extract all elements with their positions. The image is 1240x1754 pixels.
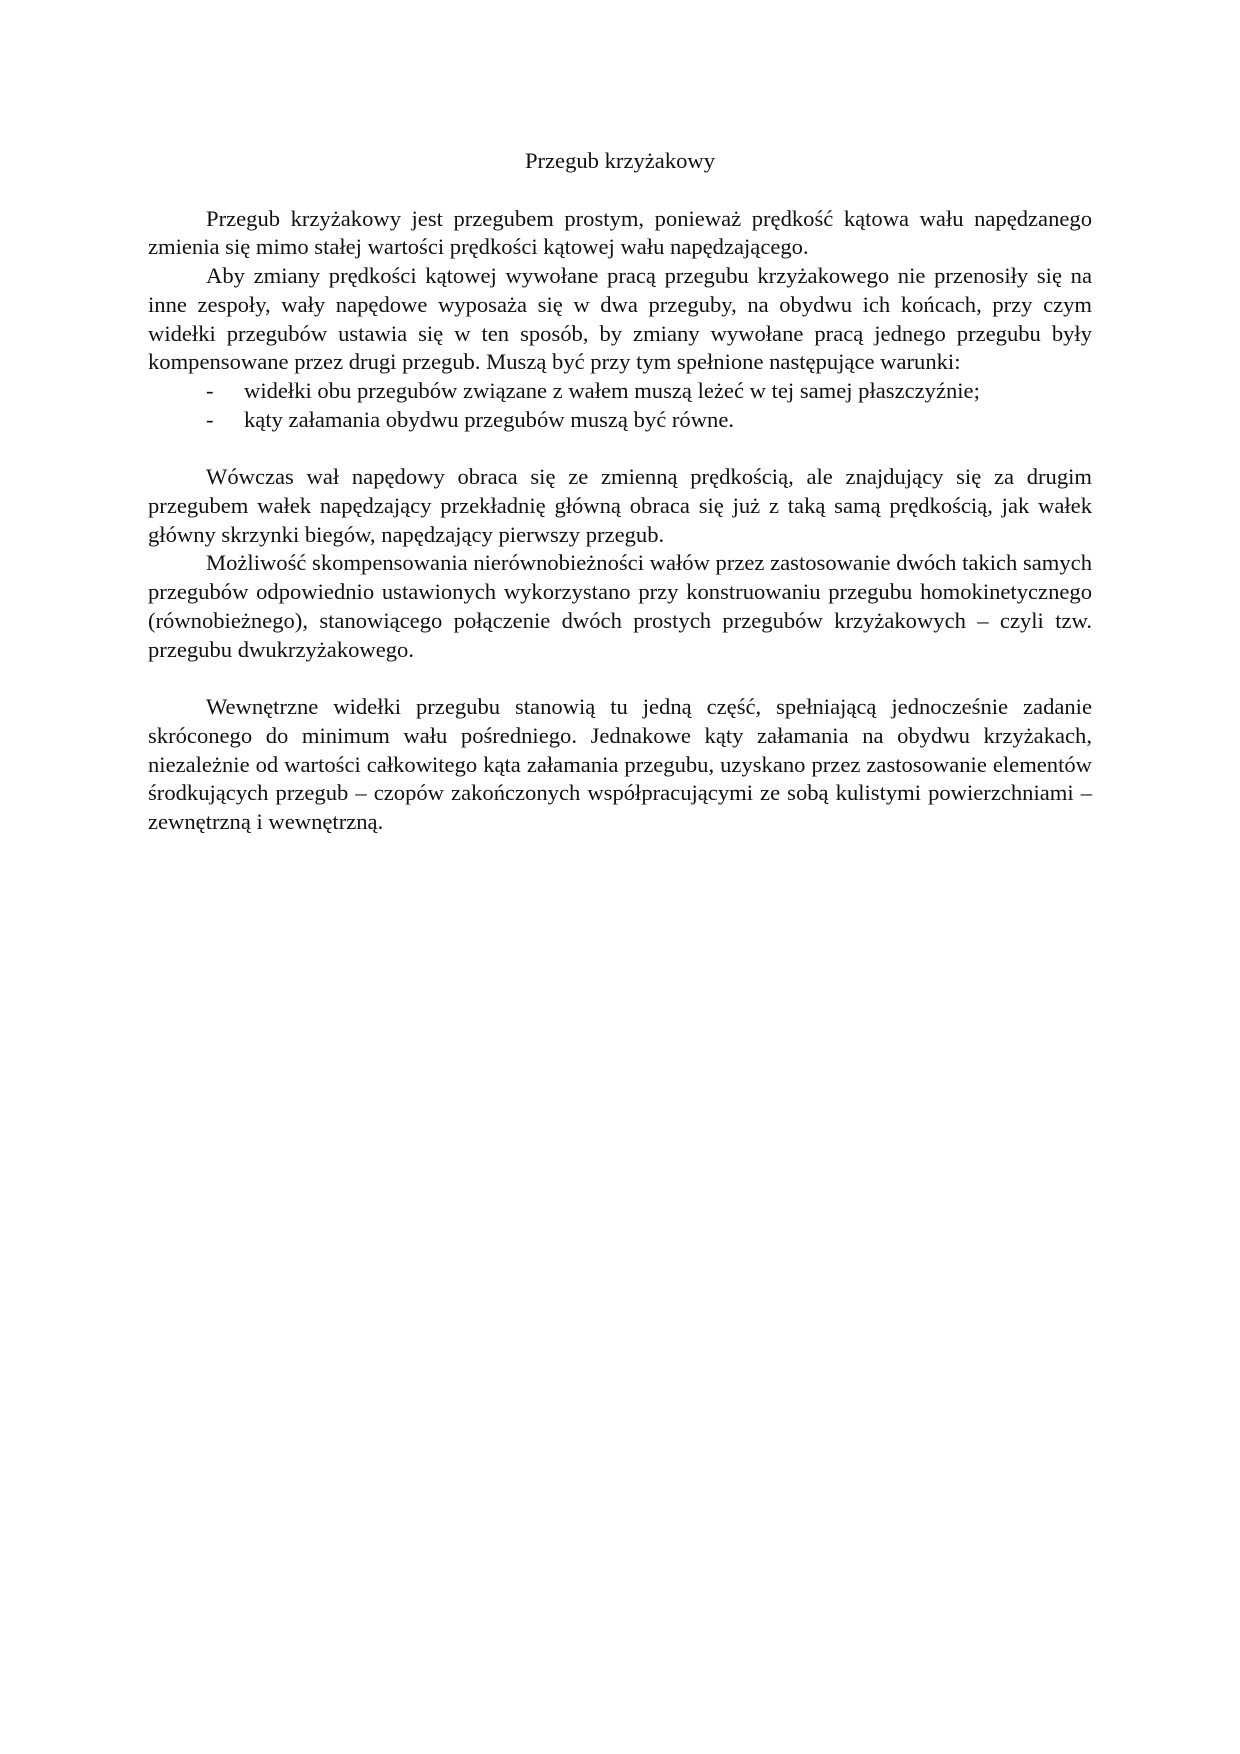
list-bullet: - <box>206 406 214 432</box>
paragraph-result: Wówczas wał napędowy obraca się ze zmienną prędkością, ale znajdujący się za drugim przegubem wałek napędzający przekładnię główną obraca się już z taką samą prędkością, jak wałek główny skrzynki biegów, napędzający pierwszy przegub. <box>148 464 1092 547</box>
list-item-text: widełki obu przegubów związane z wałem muszą leżeć w tej samej płaszczyźnie; <box>244 377 980 403</box>
paragraph-two-joints: Aby zmiany prędkości kątowej wywołane pracą przegubu krzyżakowego nie przenosiły się na inne zespoły, wały napędowe wyposaża się w dwa przeguby, na obydwu ich końcach, przy czym widełki przegubów ustawia się w ten sposób, by zmiany wywołane pracą jednego przegubu były kompensowane przez drugi przegub. Muszą być przy tym spełnione następujące warunki: <box>148 263 1092 375</box>
document-body <box>148 147 1092 837</box>
paragraph-intro: Przegub krzyżakowy jest przegubem prostym, ponieważ prędkość kątowa wału napędzanego zmienia się mimo stałej wartości prędkości kątowej wału napędzającego. <box>148 205 1092 260</box>
paragraph-homokinetic: Możliwość skompensowania nierównobieżności wałów przez zastosowanie dwóch takich samych przegubów odpowiednio ustawionych wykorzystano przy konstruowaniu przegubu homokinetycznego (równobieżnego), stanowiącego połączenie dwóch prostych przegubów krzyżakowych – czyli tzw. przegubu dwukrzyżakowego. <box>148 550 1092 662</box>
paragraph-spacer <box>148 664 1092 693</box>
list-item <box>148 377 1092 406</box>
list-item <box>148 406 1092 435</box>
paragraph-inner-fork: Wewnętrzne widełki przegubu stanowią tu jedną część, spełniającą jednocześnie zadanie skróconego do minimum wału pośredniego. Jednakowe kąty załamania na obydwu krzyżakach, niezależnie od wartości całkowitego kąta załamania przegubu, uzyskano przez zastosowanie elementów środkujących przegub – czopów zakończonych współpracującymi ze sobą kulistymi powierzchniami – zewnętrzną i wewnętrzną. <box>148 694 1092 835</box>
list-item-text: kąty załamania obydwu przegubów muszą być równe. <box>244 406 734 432</box>
paragraph-spacer <box>148 434 1092 463</box>
list-bullet: - <box>206 377 214 403</box>
document-title: Przegub krzyżakowy <box>524 148 716 173</box>
conditions-list <box>148 377 1092 434</box>
